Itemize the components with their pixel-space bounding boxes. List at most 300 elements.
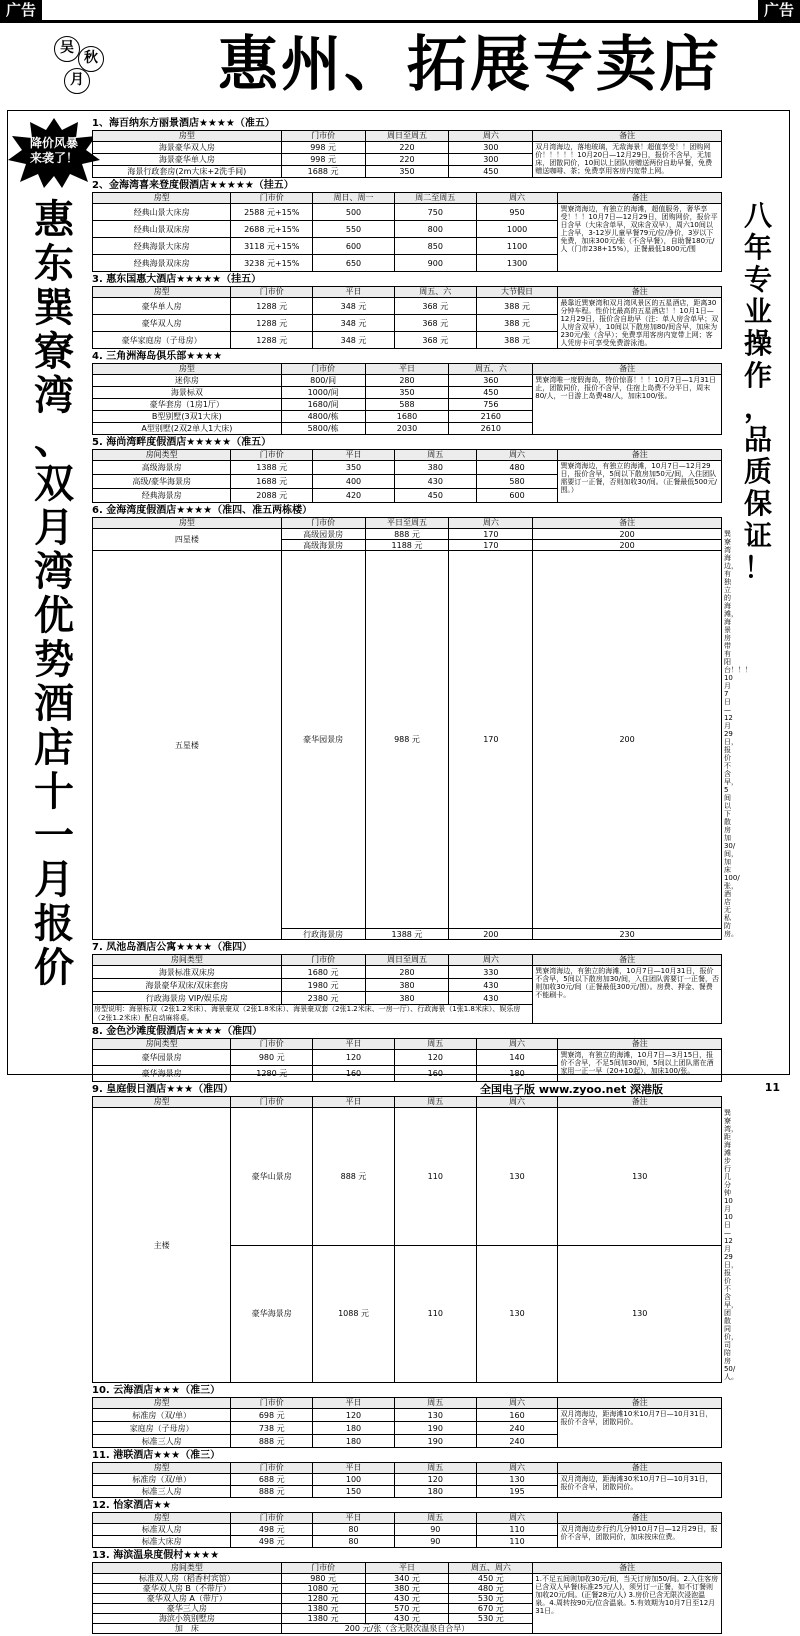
table-row — [93, 1524, 722, 1536]
extra-bed-label: 加 床 — [93, 1624, 282, 1634]
table-cell: B型别墅(3双1大床) — [93, 411, 282, 423]
table-row — [93, 298, 722, 315]
table-cell: 高级海景房 — [281, 540, 365, 551]
column-header: 备注 — [558, 1463, 722, 1474]
table-cell: 1288 元 — [231, 298, 313, 315]
table-cell: 756 — [449, 399, 533, 411]
hotel-name — [92, 1026, 722, 1038]
left-column — [14, 118, 92, 1068]
hotel-stars: ★★★★ — [183, 1550, 219, 1561]
table-cell: 1980 元 — [281, 979, 365, 992]
column-header: 房间类型 — [93, 1039, 231, 1050]
table-cell: 180 — [476, 1066, 558, 1082]
table-cell: 1100 — [476, 238, 558, 255]
hotel-stars: ★★★ — [166, 1084, 193, 1095]
table-cell: 海景豪华单人房 — [93, 154, 282, 166]
column-header: 周五 — [394, 1513, 476, 1524]
table-row — [93, 461, 722, 475]
table-cell: 580 — [476, 475, 558, 489]
vertical-char: 保 — [728, 488, 788, 520]
seal-char-1: 吴 — [54, 36, 80, 62]
table-cell: 348 元 — [313, 315, 395, 332]
table-cell: 980 元 — [281, 1574, 365, 1584]
vertical-char: 证 — [728, 520, 788, 552]
table-cell: 950 — [476, 204, 558, 221]
table-cell: 3238 元+15% — [231, 255, 313, 272]
table-cell: 1280 元 — [231, 1066, 313, 1082]
hotel-stars: ★★★★ — [186, 1026, 222, 1037]
table-cell: 2160 — [449, 411, 533, 423]
column-header: 平日 — [313, 287, 395, 298]
column-header: 备注 — [533, 131, 722, 142]
table-cell: 368 元 — [394, 315, 476, 332]
table-cell: 130 — [476, 1108, 558, 1246]
table-cell: 标准双人房 — [93, 1524, 231, 1536]
table-cell: 1000 — [476, 221, 558, 238]
hotel-name: 5. 海尚湾畔度假酒店 — [92, 437, 186, 448]
table-cell: 经典海景房 — [93, 489, 231, 503]
hotel-section — [92, 351, 722, 435]
hotel-name — [92, 1550, 722, 1562]
column-header: 房型 — [93, 287, 231, 298]
table-cell: 738 元 — [231, 1422, 313, 1435]
table-row — [93, 551, 722, 929]
price-table — [92, 449, 722, 503]
table-cell: 450 — [449, 166, 533, 178]
vertical-char: 品 — [728, 424, 788, 456]
table-cell: 经典海景大床房 — [93, 238, 231, 255]
table-cell: 90 — [394, 1524, 476, 1536]
row-group: 五星楼 — [93, 551, 282, 940]
column-header: 周六 — [476, 450, 558, 461]
table-cell: 388 元 — [476, 298, 558, 315]
remarks: 巽寮湾海边，有独立的海滩，10月7日—10月31日，报价不含早，5间以下散房加30/间，入住团队需要订一正餐，否则加收30元/间（正餐最低300元/围）。房费、押金、餐费不能刷卡。 — [533, 966, 722, 1024]
table-cell: 高级园景房 — [281, 529, 365, 540]
vertical-char: ， — [728, 392, 788, 424]
table-cell: 220 — [365, 142, 449, 154]
table-cell: 750 — [394, 204, 476, 221]
vertical-char: 业 — [728, 296, 788, 328]
table-cell: 标准大床房 — [93, 1536, 231, 1548]
table-cell: 1688 元 — [231, 475, 313, 489]
column-header: 周六 — [476, 1097, 558, 1108]
table-cell: 888 元 — [231, 1435, 313, 1448]
hotel-name: 8. 金色沙滩度假酒店 — [92, 1026, 186, 1037]
vertical-char: 专 — [728, 264, 788, 296]
hotel-section — [92, 1550, 722, 1634]
table-cell: 5800/栋 — [281, 423, 365, 435]
column-header: 门市价 — [281, 518, 365, 529]
remarks: 双月湾海边，距海滩10米10月7日—10月31日，报价不含早，团散同价。 — [558, 1409, 722, 1448]
table-cell: 家庭房（子母房） — [93, 1422, 231, 1435]
vertical-char: 惠 — [14, 198, 94, 242]
price-table — [92, 1096, 722, 1383]
table-cell: 豪华单人房 — [93, 298, 231, 315]
hotel-name — [92, 505, 722, 517]
column-header: 周五、六 — [449, 364, 533, 375]
table-row — [93, 1050, 722, 1066]
table-cell: 998 元 — [281, 142, 365, 154]
table-cell: 380 — [394, 461, 476, 475]
column-header: 周日、周一 — [313, 193, 395, 204]
column-header: 备注 — [558, 1039, 722, 1050]
table-cell: 850 — [394, 238, 476, 255]
price-table — [92, 1462, 722, 1498]
table-cell: A型别墅(2双2单人1大床) — [93, 423, 282, 435]
price-table — [92, 130, 722, 178]
table-cell: 190 — [394, 1422, 476, 1435]
top-rule — [0, 20, 800, 23]
column-header: 房间类型 — [93, 1563, 282, 1574]
price-table — [92, 363, 722, 435]
table-cell: 570 元 — [365, 1604, 449, 1614]
column-header: 门市价 — [231, 193, 313, 204]
table-cell: 350 — [313, 461, 395, 475]
column-header: 周六 — [449, 955, 533, 966]
table-cell: 800 — [394, 221, 476, 238]
table-cell: 588 — [365, 399, 449, 411]
table-cell: 海景豪华双床/双床套房 — [93, 979, 282, 992]
table-cell: 200 — [533, 540, 722, 551]
table-cell: 698 元 — [231, 1409, 313, 1422]
page-title: 惠州、拓展专卖店 — [150, 24, 790, 106]
column-header: 房型 — [93, 518, 282, 529]
hotel-stars: ★★★ — [153, 1385, 180, 1396]
table-cell: 500 — [313, 204, 395, 221]
column-header: 门市价 — [281, 364, 365, 375]
column-header: 房型 — [93, 1398, 231, 1409]
hotel-name — [92, 1385, 722, 1397]
table-cell: 120 — [313, 1050, 395, 1066]
table-cell: 标准房（双/单） — [93, 1409, 231, 1422]
column-header: 房型 — [93, 193, 231, 204]
table-cell: 豪华海景房 — [231, 1245, 313, 1383]
vertical-char: 报 — [14, 902, 94, 946]
column-header: 周六 — [476, 1463, 558, 1474]
footer-text: 全国电子版 www.zyoo.net 深港版 — [480, 1083, 663, 1096]
column-header: 周六 — [449, 518, 533, 529]
table-cell: 360 — [449, 375, 533, 387]
vertical-char: 湾 — [14, 374, 94, 418]
column-header: 门市价 — [231, 1398, 313, 1409]
table-cell: 430 — [449, 992, 533, 1005]
table-cell: 海景豪华双人房 — [93, 142, 282, 154]
table-cell: 380 元 — [365, 1584, 449, 1594]
column-header: 平日 — [365, 364, 449, 375]
table-cell: 150 — [313, 1486, 395, 1498]
table-cell: 180 — [313, 1422, 395, 1435]
vertical-char: 作 — [728, 360, 788, 392]
hotel-section — [92, 1500, 722, 1548]
price-table — [92, 1562, 722, 1634]
table-cell: 豪华双人房 B（不带厅） — [93, 1584, 282, 1594]
hotel-name — [92, 942, 722, 954]
column-header: 周五 — [394, 1463, 476, 1474]
column-header: 周五、六 — [394, 287, 476, 298]
table-cell: 海景标双 — [93, 387, 282, 399]
vertical-char: 酒 — [14, 682, 94, 726]
table-cell: 2588 元+15% — [231, 204, 313, 221]
hotel-name: 11. 港联酒店 — [92, 1450, 153, 1461]
table-cell: 980 元 — [231, 1050, 313, 1066]
column-header: 周五 — [394, 1039, 476, 1050]
hotel-tag: （准四） — [222, 1026, 262, 1037]
table-row — [93, 966, 722, 979]
table-cell: 1680 元 — [281, 966, 365, 979]
column-header: 平日 — [313, 1097, 395, 1108]
table-cell: 1688 元 — [281, 166, 365, 178]
table-cell: 430 元 — [365, 1594, 449, 1604]
remarks: 巽寮湾唯一度假海岛，特价惊喜！！！10月7日—1月31日止，团散同价，报价不含早，住宿上岛费不分平日，周末80/人，一日游上岛费48/人，加床100/张。 — [533, 375, 722, 435]
table-cell: 170 — [449, 529, 533, 540]
column-header: 门市价 — [281, 955, 365, 966]
table-cell: 豪华双人房 — [93, 315, 231, 332]
table-cell: 2380 元 — [281, 992, 365, 1005]
vertical-char: 寮 — [14, 330, 94, 374]
vertical-char: 十 — [14, 770, 94, 814]
table-cell: 迷你房 — [93, 375, 282, 387]
hotel-name: 3. 惠东国惠大酒店 — [92, 274, 176, 285]
table-cell: 160 — [394, 1066, 476, 1082]
column-header: 房型 — [93, 1463, 231, 1474]
table-cell: 110 — [476, 1536, 558, 1548]
ad-label-right: 广告 — [758, 0, 800, 20]
column-header: 平日 — [313, 1398, 395, 1409]
vertical-char: 双 — [14, 462, 94, 506]
table-cell: 498 元 — [231, 1524, 313, 1536]
table-cell: 180 — [394, 1486, 476, 1498]
column-header: 周六 — [476, 1513, 558, 1524]
table-cell: 340 元 — [365, 1574, 449, 1584]
hotel-price-list — [92, 118, 722, 1636]
table-cell: 高级海景房 — [93, 461, 231, 475]
table-cell: 430 — [449, 979, 533, 992]
table-cell: 348 元 — [313, 332, 395, 349]
table-cell: 豪华套房（1房1厅） — [93, 399, 282, 411]
hotel-section — [92, 118, 722, 178]
table-cell: 豪华三人房 — [93, 1604, 282, 1614]
table-cell: 368 元 — [394, 298, 476, 315]
table-cell: 160 — [476, 1409, 558, 1422]
table-row — [93, 1108, 722, 1246]
table-cell: 130 — [476, 1245, 558, 1383]
table-cell: 行政海景房 VIP/娱乐房 — [93, 992, 282, 1005]
table-cell: 240 — [476, 1435, 558, 1448]
hotel-tag: （准五） — [235, 118, 275, 129]
table-cell: 498 元 — [231, 1536, 313, 1548]
table-cell: 标准三人房 — [93, 1435, 231, 1448]
vertical-char: 质 — [728, 456, 788, 488]
hotel-name — [92, 274, 722, 286]
vertical-char: 巽 — [14, 286, 94, 330]
table-cell: 368 元 — [394, 332, 476, 349]
table-cell: 348 元 — [313, 298, 395, 315]
hotel-stars: ★★ — [153, 1500, 171, 1511]
column-header: 门市价 — [231, 450, 313, 461]
table-row — [93, 375, 722, 387]
table-cell: 100 — [313, 1474, 395, 1486]
hotel-section — [92, 437, 722, 503]
vertical-char: 势 — [14, 638, 94, 682]
table-cell: 1288 元 — [231, 332, 313, 349]
table-cell: 688 元 — [231, 1474, 313, 1486]
table-cell: 650 — [313, 255, 395, 272]
table-cell: 130 — [558, 1108, 722, 1246]
table-cell: 2030 — [365, 423, 449, 435]
column-header: 周六 — [476, 193, 558, 204]
table-cell: 豪华家庭房（子母房） — [93, 332, 231, 349]
column-header: 门市价 — [231, 1039, 313, 1050]
table-cell: 170 — [449, 540, 533, 551]
column-header: 门市价 — [231, 287, 313, 298]
author-seal — [52, 28, 122, 98]
table-cell: 1380 元 — [281, 1614, 365, 1624]
column-header: 平日 — [313, 450, 395, 461]
column-header: 周日至周五 — [365, 955, 449, 966]
column-header: 周五 — [394, 1097, 476, 1108]
column-header: 备注 — [558, 193, 722, 204]
price-table — [92, 1512, 722, 1548]
table-cell: 230 — [533, 929, 722, 940]
table-cell: 300 — [449, 154, 533, 166]
column-header: 房型 — [93, 1097, 231, 1108]
hotel-stars: ★★★★★ — [209, 180, 254, 191]
remarks: 巽寮湾，有独立的海滩，10月7日—3月15日，报价不含早，不足5间加30/间，5间以上团队需在酒家用一正一早（20+10起），加床100/张。 — [558, 1050, 722, 1082]
table-row — [93, 1474, 722, 1486]
table-cell: 200 — [533, 551, 722, 929]
table-cell: 430 元 — [365, 1614, 449, 1624]
vertical-char: 操 — [728, 328, 788, 360]
table-cell: 330 — [449, 966, 533, 979]
hotel-name — [92, 437, 722, 449]
column-header: 周六 — [476, 1398, 558, 1409]
vertical-char: 年 — [728, 232, 788, 264]
table-cell: 130 — [394, 1409, 476, 1422]
column-header: 周六 — [476, 1039, 558, 1050]
table-cell: 2688 元+15% — [231, 221, 313, 238]
column-header: 备注 — [533, 518, 722, 529]
table-cell: 90 — [394, 1536, 476, 1548]
table-cell: 豪华园景房 — [281, 551, 365, 929]
column-header: 周五 — [394, 1398, 476, 1409]
price-table — [92, 1397, 722, 1448]
table-cell: 1080 元 — [281, 1584, 365, 1594]
vertical-char: 东 — [14, 242, 94, 286]
column-header: 平日 — [365, 1563, 449, 1574]
column-header: 备注 — [558, 1513, 722, 1524]
remarks: 双月湾海边，距海滩30米10月7日—10月31日，报价不含早，团散同价。 — [558, 1474, 722, 1498]
seal-char-2: 秋 — [78, 46, 104, 72]
table-cell: 280 — [365, 375, 449, 387]
hotel-section — [92, 1084, 722, 1383]
table-cell: 200 — [533, 529, 722, 540]
hotel-name — [92, 180, 722, 192]
table-cell: 888 元 — [313, 1108, 395, 1246]
table-cell: 110 — [476, 1524, 558, 1536]
hotel-section — [92, 274, 722, 349]
remarks: 巽寮湾海边，有独立的海滩，超值服务，奢华享受！！！10月7日—12月29日，团购网价，报价平日含早（大床含单早，双床含双早），周六10间以上含早，3-12岁儿童早餐79元/位/净价，3岁以下免费，加床300元/张（不含早餐），自助餐180元/人（门市238+15%），正餐最低1800元/围 — [558, 204, 722, 272]
table-cell: 4800/栋 — [281, 411, 365, 423]
table-cell: 380 — [365, 979, 449, 992]
column-header: 房间类型 — [93, 450, 231, 461]
table-cell: 888 元 — [231, 1486, 313, 1498]
table-cell: 海滨小筑别墅房 — [93, 1614, 282, 1624]
table-cell: 400 — [313, 475, 395, 489]
table-cell: 1000/间 — [281, 387, 365, 399]
table-cell: 1188 元 — [365, 540, 449, 551]
column-header: 备注 — [558, 1097, 722, 1108]
vertical-char: 月 — [14, 506, 94, 550]
hotel-tag: （准四、准五两栋楼） — [212, 505, 312, 516]
table-cell: 190 — [394, 1435, 476, 1448]
table-cell: 300 — [449, 142, 533, 154]
table-row — [93, 142, 722, 154]
table-cell: 120 — [313, 1409, 395, 1422]
column-header: 房型 — [93, 364, 282, 375]
hotel-section — [92, 180, 722, 272]
price-table — [92, 517, 722, 940]
table-cell: 998 元 — [281, 154, 365, 166]
table-cell: 550 — [313, 221, 395, 238]
table-cell: 1388 元 — [365, 929, 449, 940]
vertical-char: ！ — [728, 552, 788, 584]
price-table — [92, 192, 722, 272]
table-cell: 110 — [394, 1245, 476, 1383]
hotel-tag: （挂五） — [254, 180, 294, 191]
hotel-tag: （准四） — [193, 1084, 233, 1095]
hotel-name: 1、海百纳东方丽景酒店 — [92, 118, 199, 129]
table-cell: 480 — [476, 461, 558, 475]
column-header: 门市价 — [231, 1097, 313, 1108]
table-cell: 530 元 — [449, 1594, 533, 1604]
table-cell: 800/间 — [281, 375, 365, 387]
column-header: 平日至周五 — [365, 518, 449, 529]
column-header: 备注 — [533, 955, 722, 966]
column-header: 备注 — [533, 1563, 722, 1574]
table-row — [93, 529, 722, 540]
table-cell: 160 — [313, 1066, 395, 1082]
hotel-tag: （准五） — [231, 437, 271, 448]
hotel-tag: （准四） — [212, 942, 252, 953]
vertical-char: 八 — [728, 200, 788, 232]
row-group: 主楼 — [93, 1108, 231, 1383]
row-group: 四星楼 — [93, 529, 282, 551]
table-cell: 130 — [476, 1474, 558, 1486]
table-cell: 标准三人房 — [93, 1486, 231, 1498]
table-cell: 180 — [313, 1435, 395, 1448]
hotel-name — [92, 118, 722, 130]
price-table — [92, 286, 722, 349]
table-cell: 行政海景房 — [281, 929, 365, 940]
price-table — [92, 954, 722, 1024]
vertical-char: 月 — [14, 858, 94, 902]
table-cell: 450 — [394, 489, 476, 503]
hotel-stars: ★★★★ — [199, 118, 235, 129]
table-cell: 130 — [558, 1245, 722, 1383]
table-cell: 430 — [394, 475, 476, 489]
remarks: 双月湾海边步行约几分钟10月7日—12月29日，报价不含早，团散同价，加床按床位费。 — [558, 1524, 722, 1548]
hotel-name: 12. 怡家酒店 — [92, 1500, 153, 1511]
table-cell: 195 — [476, 1486, 558, 1498]
hotel-section — [92, 942, 722, 1024]
column-header: 周五 — [394, 450, 476, 461]
table-cell: 900 — [394, 255, 476, 272]
table-cell: 140 — [476, 1050, 558, 1066]
price-table — [92, 1038, 722, 1082]
column-header: 周五、周六 — [449, 1563, 533, 1574]
column-header: 平日 — [313, 1463, 395, 1474]
table-cell: 450 元 — [449, 1574, 533, 1584]
